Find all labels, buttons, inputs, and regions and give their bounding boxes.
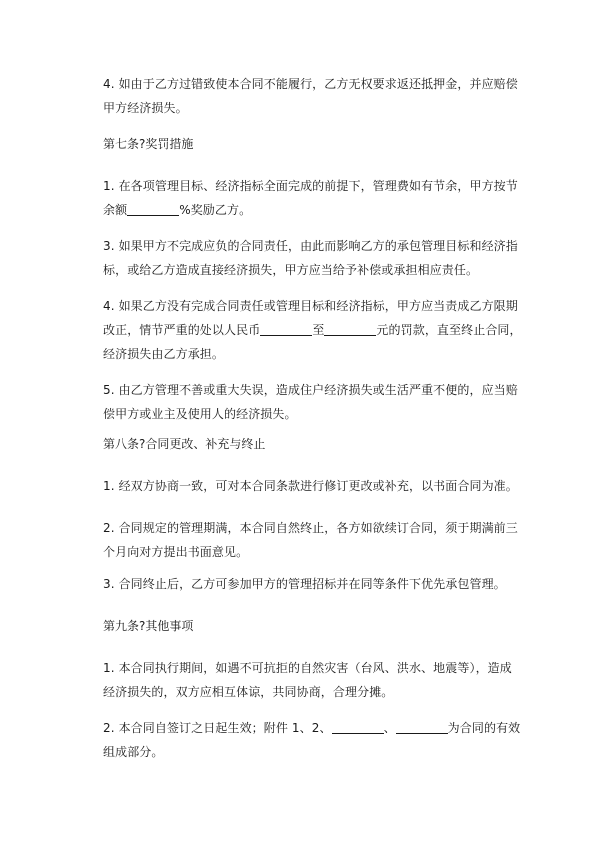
fill-in-blank[interactable] <box>324 321 376 336</box>
clause-7-item-4 <box>103 294 523 366</box>
paragraph-text: 3. 如果甲方不完成应负的合同责任，由此而影响乙方的承包管理目标和经济指标，或给乙方造成直接经济损失，甲方应当给予补偿或承担相应责任。 <box>103 239 518 277</box>
paragraph-text: %奖励乙方。 <box>179 203 252 217</box>
article-7-heading: 第七条?奖罚措施 <box>103 137 194 151</box>
fill-in-blank[interactable] <box>396 719 448 734</box>
fill-in-blank[interactable] <box>127 201 179 216</box>
clause-9-item-2 <box>103 716 523 764</box>
paragraph-text: 5. 由乙方管理不善或重大失误，造成住户经济损失或生活严重不便的，应当赔偿甲方或业主及使用人的经济损失。 <box>103 383 518 421</box>
paragraph-text: 4. 如果乙方没有完成合同责任或管理目标和经济指标，甲方应当责成乙方限期改正，情节严重的处以人民币 <box>103 299 518 337</box>
clause-7-item-1 <box>103 174 523 222</box>
clause-7-item-5 <box>103 378 523 426</box>
paragraph-text: 为合同的有效组成部分。 <box>103 721 521 759</box>
paragraph-text: 3. 合同终止后，乙方可参加甲方的管理招标并在同等条件下优先承包管理。 <box>103 577 506 591</box>
paragraph-text: 2. 本合同自签订之日起生效；附件 1、2、 <box>103 721 332 735</box>
article-9-heading: 第九条?其他事项 <box>103 619 194 633</box>
paragraph-text: 2. 合同规定的管理期满，本合同自然终止，各方如欲续订合同，须于期满前三个月向对方提出书面意见。 <box>103 521 518 559</box>
paragraph-text: 1. 在各项管理目标、经济指标全面完成的前提下，管理费如有节余，甲方按节余额 <box>103 179 518 217</box>
clause-8-item-1 <box>103 474 523 498</box>
paragraph-text: 4. 如由于乙方过错致使本合同不能履行，乙方无权要求返还抵押金，并应赔偿甲方经济损失。 <box>103 77 518 115</box>
article-8-heading: 第八条?合同更改、补充与终止 <box>103 437 266 451</box>
fill-in-blank[interactable] <box>332 719 384 734</box>
clause-8-item-3 <box>103 572 523 596</box>
clause-9-item-1 <box>103 656 523 704</box>
paragraph-text: 1. 本合同执行期间，如遇不可抗拒的自然灾害（台风、洪水、地震等），造成经济损失的，双方应相互体谅，共同协商，合理分摊。 <box>103 661 512 699</box>
paragraph-text: 1. 经双方协商一致，可对本合同条款进行修订更改或补充，以书面合同为准。 <box>103 479 518 493</box>
clause-8-item-2 <box>103 516 523 564</box>
fill-in-blank[interactable] <box>260 321 312 336</box>
clause-6-item-4 <box>103 72 523 120</box>
paragraph-text: 元的罚款，直至终止合同，经济损失由乙方承担。 <box>103 323 522 361</box>
paragraph-text: 、 <box>383 721 396 735</box>
paragraph-text: 至 <box>312 323 325 337</box>
clause-7-item-3 <box>103 234 523 282</box>
